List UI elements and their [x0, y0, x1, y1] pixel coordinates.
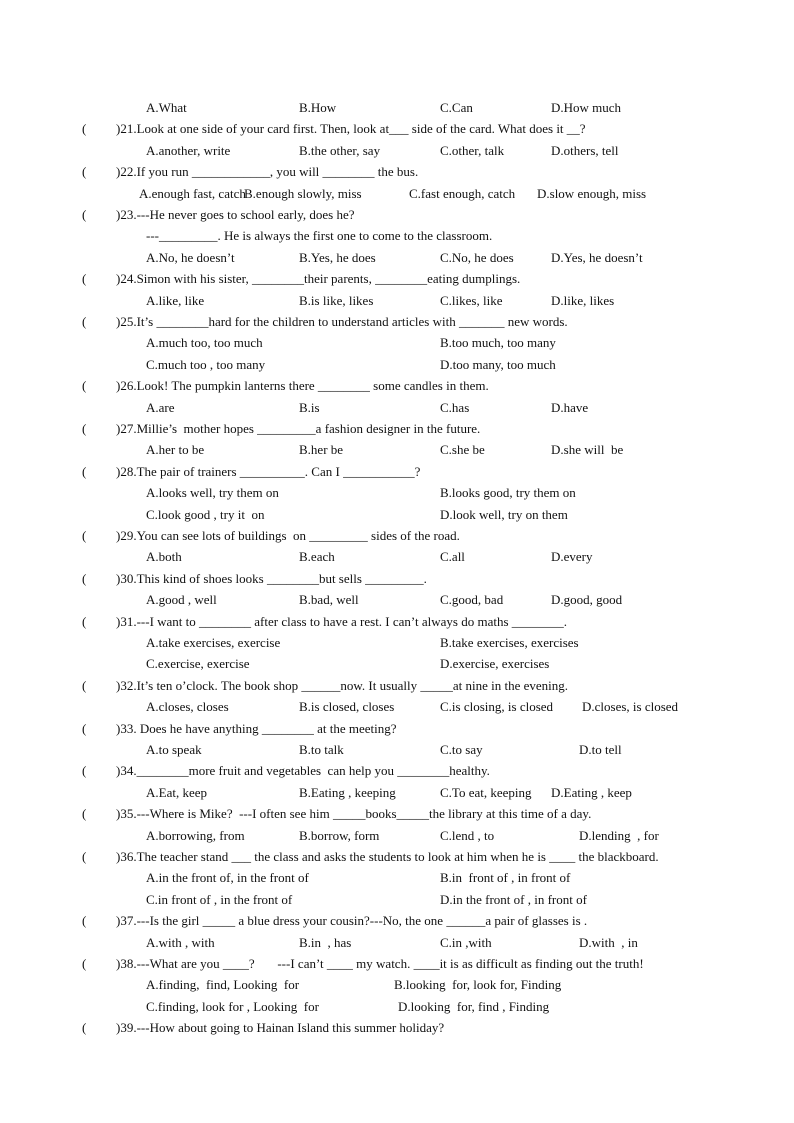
- answer-paren-open: (: [82, 164, 87, 180]
- answer-paren-open: (: [82, 463, 87, 479]
- question-stem: )39.---How about going to Hainan Island this summer holiday?: [116, 1020, 445, 1036]
- option: C.fast enough, catch: [409, 185, 516, 201]
- option: B.is like, likes: [299, 292, 374, 308]
- option: A.No, he doesn’t: [146, 249, 235, 265]
- question-stem: )31.---I want to ________ after class to have a rest. I can’t always do maths ________.: [116, 613, 568, 629]
- question-stem: )35.---Where is Mike? ---I often see him _____books_____the library at this time of a day.: [116, 806, 592, 822]
- option: C.finding, look for , Looking for: [146, 998, 319, 1014]
- option: A.good , well: [146, 592, 217, 608]
- option: B.bad, well: [299, 592, 359, 608]
- option: B.in front of , in front of: [440, 870, 571, 886]
- option: B.the other, say: [299, 142, 381, 158]
- question-stem: )26.Look! The pumpkin lanterns there ________ some candles in them.: [116, 378, 489, 394]
- option: A.much too, too much: [146, 335, 263, 351]
- option: D.others, tell: [551, 142, 619, 158]
- answer-paren-open: (: [82, 849, 87, 864]
- option: D.have: [551, 399, 589, 415]
- answer-paren-open: (: [82, 121, 87, 137]
- option: A.finding, find, Looking for: [146, 977, 300, 993]
- option: A.Eat, keep: [146, 784, 208, 800]
- option: D.How much: [551, 100, 622, 115]
- option: A.both: [146, 549, 182, 565]
- answer-paren-open: (: [82, 1020, 87, 1036]
- question-stem: )33. Does he have anything ________ at the meeting?: [116, 720, 397, 736]
- option: C.in front of , in the front of: [146, 891, 293, 907]
- option: C.to say: [440, 742, 483, 757]
- option: C.likes, like: [440, 292, 503, 308]
- option: A.to speak: [146, 742, 202, 757]
- option: B.each: [299, 549, 335, 565]
- answer-paren-open: (: [82, 956, 87, 971]
- answer-paren-open: (: [82, 806, 87, 822]
- option: A.are: [146, 399, 175, 415]
- option: C.has: [440, 399, 470, 415]
- answer-paren-open: (: [82, 613, 87, 629]
- option: A.with , with: [146, 934, 215, 950]
- option: B.in , has: [299, 934, 352, 950]
- option: B.her be: [299, 442, 344, 458]
- option: D.in the front of , in front of: [440, 891, 587, 907]
- option: C.much too , too many: [146, 356, 266, 372]
- option: C.exercise, exercise: [146, 656, 250, 672]
- answer-paren-open: (: [82, 677, 87, 693]
- option: A.in the front of, in the front of: [146, 870, 309, 886]
- option: B.looking for, look for, Finding: [394, 977, 562, 993]
- option: D.like, likes: [551, 292, 615, 308]
- answer-paren-open: (: [82, 314, 87, 329]
- option: A.closes, closes: [146, 699, 229, 715]
- option: A.another, write: [146, 142, 231, 158]
- question-stem: )29.You can see lots of buildings on _________ sides of the road.: [116, 528, 460, 543]
- question-stem: )27.Millie’s mother hopes _________a fashion designer in the future.: [116, 421, 481, 436]
- option: C.lend , to: [440, 827, 495, 843]
- option: C.To eat, keeping: [440, 784, 532, 800]
- option: B.Eating , keeping: [299, 784, 396, 800]
- option: D.exercise, exercises: [440, 656, 550, 672]
- option: D.Eating , keep: [551, 784, 632, 800]
- answer-paren-open: (: [82, 378, 87, 394]
- answer-paren-open: (: [82, 421, 87, 436]
- answer-line: ---_________. He is always the first one to come to the classroom.: [146, 228, 493, 244]
- question-stem: )24.Simon with his sister, ________their parents, ________eating dumplings.: [116, 271, 521, 287]
- option: C.is closing, is closed: [440, 699, 554, 715]
- option: D.to tell: [579, 742, 622, 757]
- option: D.Yes, he doesn’t: [551, 249, 643, 265]
- option: B.How: [299, 100, 337, 115]
- question-stem: )28.The pair of trainers __________. Can I ___________?: [116, 463, 421, 479]
- question-stem: )37.---Is the girl _____ a blue dress your cousin?---No, the one ______a pair of glasses is .: [116, 913, 588, 929]
- option: B.Yes, he does: [299, 249, 376, 265]
- option: B.borrow, form: [299, 827, 380, 843]
- question-stem: )38.---What are you ____? ---I can’t ____ my watch. ____it is as difficult as finding out the truth!: [116, 956, 644, 971]
- question-stem: )25.It’s ________hard for the children to understand articles with _______ new words.: [116, 314, 568, 329]
- option: B.take exercises, exercises: [440, 635, 579, 650]
- question-stem: )23.---He never goes to school early, does he?: [116, 207, 355, 222]
- question-stem: )22.If you run ____________, you will ________ the bus.: [116, 164, 419, 180]
- answer-paren-open: (: [82, 528, 87, 543]
- option: D.closes, is closed: [582, 699, 679, 715]
- option: B.looks good, try them on: [440, 485, 576, 501]
- option: D.too many, too much: [440, 356, 556, 372]
- option: A.borrowing, from: [146, 827, 245, 843]
- option: D.looking for, find , Finding: [398, 998, 550, 1014]
- option: D.with , in: [579, 934, 638, 950]
- option: C.Can: [440, 100, 473, 115]
- option: B.enough slowly, miss: [244, 185, 362, 201]
- option: B.is closed, closes: [299, 699, 395, 715]
- option: B.too much, too many: [440, 335, 556, 351]
- option: D.she will be: [551, 442, 624, 458]
- option: D.good, good: [551, 592, 623, 608]
- question-stem: )30.This kind of shoes looks ________but sells _________.: [116, 570, 427, 586]
- option: B.to talk: [299, 742, 344, 757]
- option: A.looks well, try them on: [146, 485, 279, 501]
- option: D.slow enough, miss: [537, 185, 647, 201]
- answer-paren-open: (: [82, 720, 87, 736]
- answer-paren-open: (: [82, 207, 87, 222]
- option: B.is: [299, 399, 320, 415]
- option: D.every: [551, 549, 593, 565]
- option: C.good, bad: [440, 592, 504, 608]
- option: D.look well, try on them: [440, 506, 568, 522]
- answer-paren-open: (: [82, 570, 87, 586]
- option: A.What: [146, 100, 187, 115]
- option: A.take exercises, exercise: [146, 635, 281, 650]
- question-stem: )32.It’s ten o’clock. The book shop ______now. It usually _____at nine in the evening.: [116, 677, 569, 693]
- question-stem: )34.________more fruit and vegetables can help you ________healthy.: [116, 763, 490, 779]
- option: A.her to be: [146, 442, 205, 458]
- answer-paren-open: (: [82, 913, 87, 929]
- option: C.look good , try it on: [146, 506, 265, 522]
- option: A.like, like: [146, 292, 205, 308]
- option: C.all: [440, 549, 465, 565]
- answer-paren-open: (: [82, 271, 87, 287]
- option: C.No, he does: [440, 249, 514, 265]
- option: C.other, talk: [440, 142, 505, 158]
- option: C.in ,with: [440, 934, 492, 950]
- question-stem: )36.The teacher stand ___ the class and asks the students to look at him when he is ____ the blackboard.: [116, 849, 659, 864]
- question-stem: )21.Look at one side of your card first. Then, look at___ side of the card. What does it __?: [116, 121, 586, 137]
- option: C.she be: [440, 442, 485, 458]
- option: A.enough fast, catch: [139, 185, 246, 201]
- answer-paren-open: (: [82, 763, 87, 779]
- option: D.lending , for: [579, 827, 659, 843]
